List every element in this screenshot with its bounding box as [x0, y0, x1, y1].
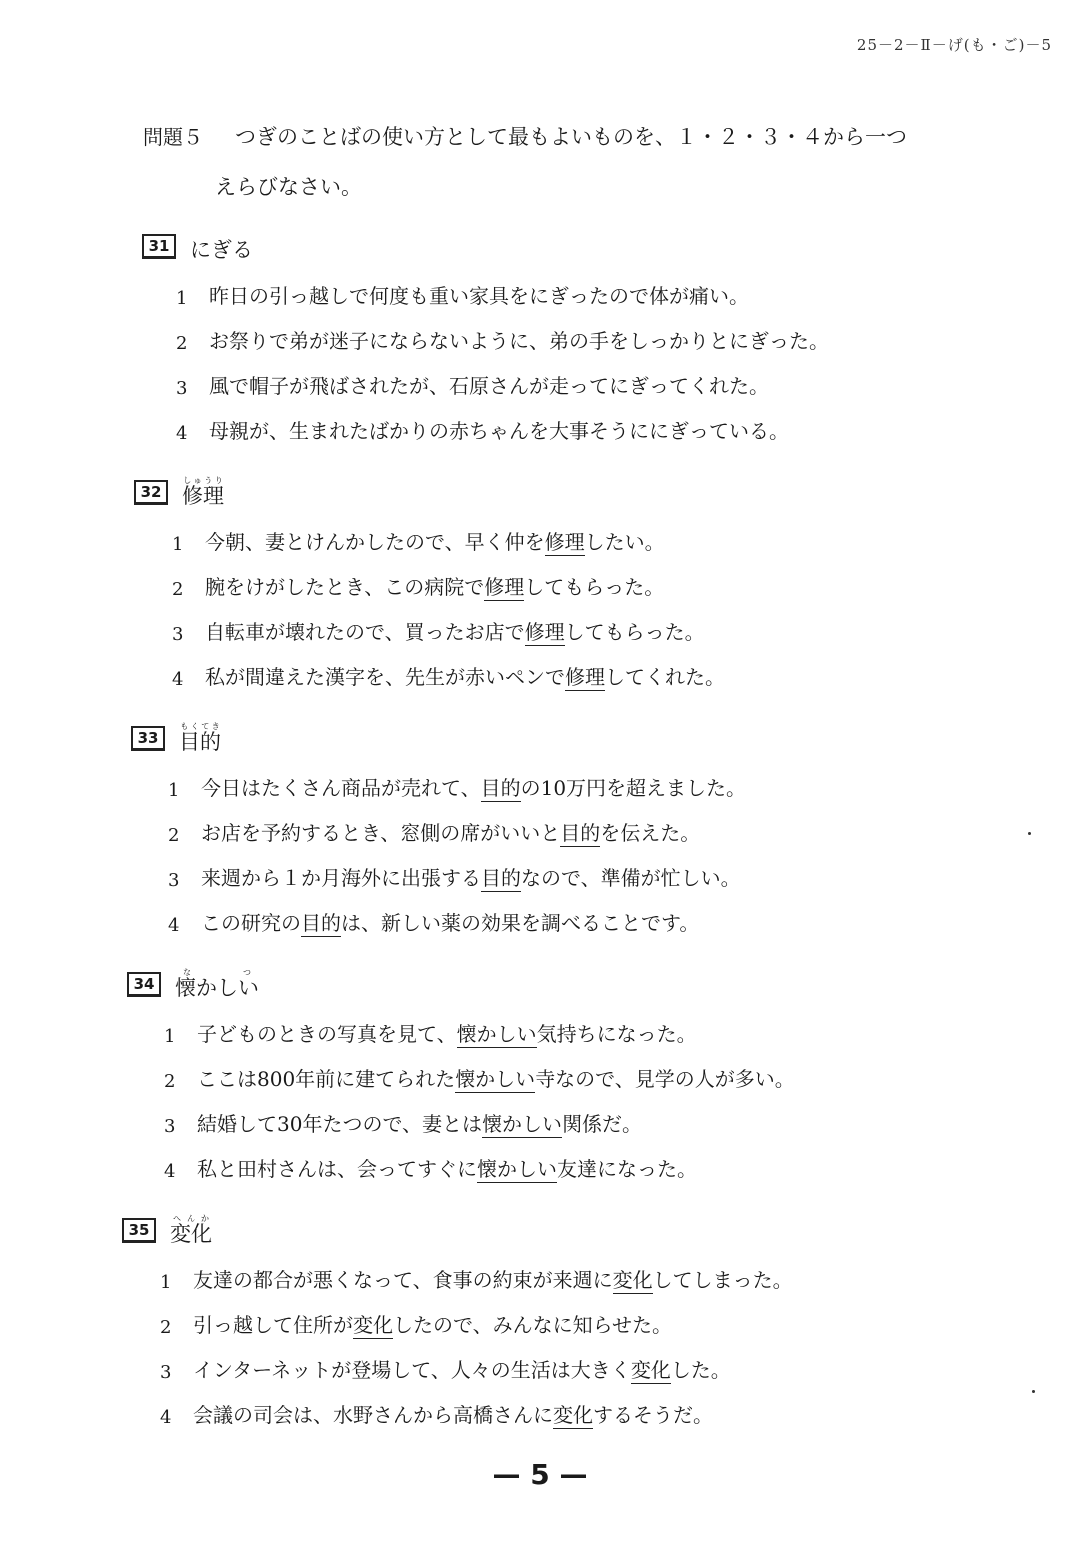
question-word: 懐かしいなつ — [175, 968, 259, 1000]
option-text: お祭りで弟が迷子にならないように、弟の手をしっかりとにぎった。 — [209, 329, 829, 353]
option[interactable]: 3 風で帽子が飛ばされたが、石原さんが走ってにぎってくれた。 — [0, 354, 1080, 399]
target-word-underline: 懐かしい — [482, 1112, 563, 1136]
option[interactable]: 1 昨日の引っ越しで何度も重い家具をにぎったので体が痛い。 — [0, 264, 1080, 309]
option-text: インターネットが登場して、人々の生活は大きく変化した。 — [193, 1358, 731, 1382]
option[interactable]: 3 結婚して30年たつので、妻とは懐かしい関係だ。 — [0, 1092, 1080, 1137]
question-number: 34 — [127, 972, 161, 997]
scan-speck — [1032, 1390, 1035, 1393]
question-word: 修理しゅうり — [182, 476, 224, 508]
option-text: 昨日の引っ越しで何度も重い家具をにぎったので体が痛い。 — [209, 284, 749, 308]
option-text: 結婚して30年たつので、妻とは懐かしい関係だ。 — [197, 1112, 643, 1136]
question-32 — [0, 464, 1080, 690]
target-word-underline: 目的 — [481, 866, 521, 890]
option-text: この研究の目的は、新しい薬の効果を調べることです。 — [201, 911, 700, 935]
option-text: 来週から１か月海外に出張する目的なので、準備が忙しい。 — [201, 866, 741, 890]
option-text: 引っ越して住所が変化したので、みんなに知らせた。 — [193, 1313, 672, 1337]
target-word-underline: 目的 — [480, 776, 521, 800]
option-text: 風で帽子が飛ばされたが、石原さんが走ってにぎってくれた。 — [209, 374, 769, 398]
option-text: ここは800年前に建てられた懐かしい寺なので、見学の人が多い。 — [197, 1067, 795, 1091]
option[interactable]: 2 腕をけがしたとき、この病院で修理してもらった。 — [0, 555, 1080, 600]
question-word: にぎる — [190, 238, 253, 262]
option[interactable]: 2 引っ越して住所が変化したので、みんなに知らせた。 — [0, 1293, 1080, 1338]
option[interactable]: 1 今朝、妻とけんかしたので、早く仲を修理したい。 — [0, 510, 1080, 555]
target-word-underline: 変化 — [612, 1268, 653, 1292]
option[interactable]: 4 この研究の目的は、新しい薬の効果を調べることです。 — [0, 891, 1080, 936]
target-word-underline: 目的 — [560, 821, 601, 845]
option[interactable]: 1 友達の都合が悪くなって、食事の約束が来週に変化してしまった。 — [0, 1248, 1080, 1293]
question-number: 35 — [122, 1218, 156, 1243]
question-number: 33 — [131, 726, 165, 751]
option[interactable]: 2 お店を予約するとき、窓側の席がいいと目的を伝えた。 — [0, 801, 1080, 846]
target-word-underline: 懐かしい — [456, 1022, 537, 1046]
option[interactable]: 4 母親が、生まれたばかりの赤ちゃんを大事そうににぎっている。 — [0, 399, 1080, 444]
option-text: 子どものときの写真を見て、懐かしい気持ちになった。 — [197, 1022, 697, 1046]
question-35 — [0, 1202, 1080, 1428]
question-31 — [0, 218, 1080, 444]
option[interactable]: 4 私と田村さんは、会ってすぐに懐かしい友達になった。 — [0, 1137, 1080, 1182]
instruction-line-2: えらびなさい。 — [215, 175, 362, 199]
option[interactable]: 3 自転車が壊れたので、買ったお店で修理してもらった。 — [0, 600, 1080, 645]
option-text: 母親が、生まれたばかりの赤ちゃんを大事そうににぎっている。 — [209, 419, 789, 443]
option[interactable]: 4 会議の司会は、水野さんから高橋さんに変化するそうだ。 — [0, 1383, 1080, 1428]
target-word-underline: 修理 — [484, 575, 525, 599]
instruction-line-1: つぎのことばの使い方として最もよいものを、１・２・３・４から一つ — [235, 125, 907, 149]
target-word-underline: 変化 — [353, 1313, 393, 1337]
option[interactable]: 3 来週から１か月海外に出張する目的なので、準備が忙しい。 — [0, 846, 1080, 891]
question-number: 31 — [142, 234, 176, 259]
target-word-underline: 変化 — [630, 1358, 671, 1382]
target-word-underline: 変化 — [553, 1403, 593, 1427]
option-text: 自転車が壊れたので、買ったお店で修理してもらった。 — [205, 620, 705, 644]
target-word-underline: 懐かしい — [477, 1157, 557, 1181]
option[interactable]: 2 お祭りで弟が迷子にならないように、弟の手をしっかりとにぎった。 — [0, 309, 1080, 354]
scan-speck — [1028, 832, 1031, 835]
target-word-underline: 修理 — [524, 620, 565, 644]
option-text: 今朝、妻とけんかしたので、早く仲を修理したい。 — [205, 530, 665, 554]
target-word-underline: 修理 — [544, 530, 585, 554]
target-word-underline: 修理 — [565, 665, 605, 689]
option[interactable]: 3 インターネットが登場して、人々の生活は大きく変化した。 — [0, 1338, 1080, 1383]
option-text: 腕をけがしたとき、この病院で修理してもらった。 — [205, 575, 665, 599]
option-text: 今日はたくさん商品が売れて、目的の10万円を超えました。 — [201, 776, 747, 800]
option-text: 友達の都合が悪くなって、食事の約束が来週に変化してしまった。 — [193, 1268, 793, 1292]
option-text: 私と田村さんは、会ってすぐに懐かしい友達になった。 — [197, 1157, 697, 1181]
question-33 — [0, 710, 1080, 936]
problem-label: 問題５ — [143, 125, 203, 149]
instruction — [143, 112, 1023, 212]
target-word-underline: 懐かしい — [455, 1067, 536, 1091]
option[interactable]: 4 私が間違えた漢字を、先生が赤いペンで修理してくれた。 — [0, 645, 1080, 690]
target-word-underline: 目的 — [301, 911, 341, 935]
question-34 — [0, 956, 1080, 1182]
option-text: お店を予約するとき、窓側の席がいいと目的を伝えた。 — [201, 821, 701, 845]
option[interactable]: 1 子どものときの写真を見て、懐かしい気持ちになった。 — [0, 1002, 1080, 1047]
question-word: 変化へんか — [170, 1214, 212, 1246]
question-number: 32 — [134, 480, 168, 505]
option-text: 私が間違えた漢字を、先生が赤いペンで修理してくれた。 — [205, 665, 725, 689]
option[interactable]: 1 今日はたくさん商品が売れて、目的の10万円を超えました。 — [0, 756, 1080, 801]
page-number: — 5 — — [492, 1458, 588, 1491]
document-code: 25－2－Ⅱ－げ(も・ご)－5 — [856, 36, 1052, 54]
option[interactable]: 2 ここは800年前に建てられた懐かしい寺なので、見学の人が多い。 — [0, 1047, 1080, 1092]
option-text: 会議の司会は、水野さんから高橋さんに変化するそうだ。 — [193, 1403, 713, 1427]
question-word: 目的もくてき — [179, 722, 221, 754]
